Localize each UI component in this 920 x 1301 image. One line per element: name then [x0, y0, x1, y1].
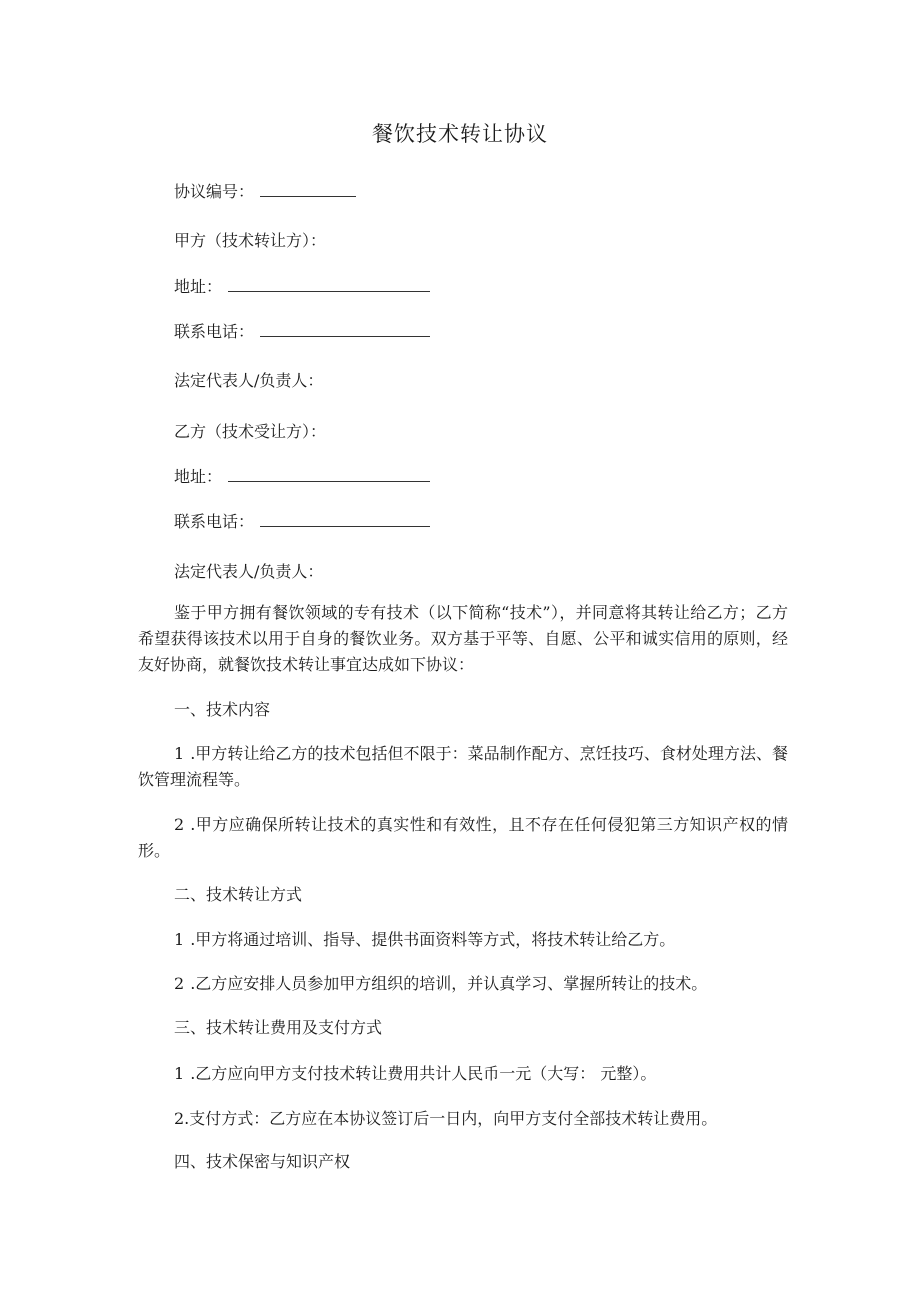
section-1-item-1 [138, 741, 788, 793]
party-a-phone-label: 联系电话： [174, 322, 255, 341]
item-number: 1 [174, 930, 191, 949]
item-text: .甲方转让给乙方的技术包括但不限于：菜品制作配方、烹饪技巧、食材处理方法、餐饮管理流程等。 [138, 744, 788, 789]
section-3-item-2 [138, 1106, 788, 1132]
party-a-heading: 甲方（技术转让方）： [174, 231, 327, 250]
party-a-address-line [174, 275, 430, 298]
section-3-item-1 [138, 1061, 788, 1087]
section-4-heading: 四、技术保密与知识产权 [174, 1152, 351, 1171]
document-title: 餐饮技术转让协议 [372, 122, 548, 146]
section-1-heading: 一、技术内容 [174, 700, 271, 719]
agreement-number-label: 协议编号： [174, 182, 255, 201]
item-number: 2. [174, 1109, 190, 1128]
preamble-paragraph: 鉴于甲方拥有餐饮领域的专有技术（以下简称“技术”），并同意将其转让给乙方；乙方希望获得该技术以用于自身的餐饮业务。双方基于平等、自愿、公平和诚实信用的原则，经友好协商，就餐饮技术转让事宜达成如下协议： [138, 603, 788, 674]
section-2-item-2 [138, 971, 788, 997]
agreement-number-line [174, 180, 356, 203]
section-3-heading: 三、技术转让费用及支付方式 [174, 1018, 383, 1037]
item-text: .乙方应安排人员参加甲方组织的培训，并认真学习、掌握所转让的技术。 [190, 974, 708, 993]
agreement-number-blank[interactable] [260, 180, 356, 197]
party-b-rep-label: 法定代表人/负责人： [174, 562, 324, 581]
party-b-heading: 乙方（技术受让方）： [174, 422, 327, 441]
item-number: 1 [174, 1064, 191, 1083]
party-b-address-line [174, 465, 430, 488]
party-a-address-label: 地址： [174, 277, 223, 296]
section-1-item-2 [138, 812, 788, 864]
party-b-phone-label: 联系电话： [174, 512, 255, 531]
item-text: 支付方式：乙方应在本协议签订后一日内，向甲方支付全部技术转让费用。 [189, 1109, 718, 1128]
item-number: 2 [174, 974, 191, 993]
item-text: .乙方应向甲方支付技术转让费用共计人民币一元（大写： 元整）。 [190, 1064, 657, 1083]
section-2-item-1 [138, 927, 788, 953]
section-2-heading: 二、技术转让方式 [174, 885, 303, 904]
party-a-address-blank[interactable] [228, 275, 430, 292]
item-text: .甲方应确保所转让技术的真实性和有效性，且不存在任何侵犯第三方知识产权的情形。 [138, 815, 788, 860]
party-b-phone-blank[interactable] [260, 510, 430, 527]
party-a-phone-line [174, 320, 430, 343]
party-a-rep-label: 法定代表人/负责人： [174, 371, 324, 390]
item-number: 1 [174, 744, 191, 763]
party-b-phone-line [174, 510, 430, 533]
party-b-address-label: 地址： [174, 467, 223, 486]
item-number: 2 [174, 815, 191, 834]
item-text: .甲方将通过培训、指导、提供书面资料等方式，将技术转让给乙方。 [190, 930, 676, 949]
party-b-address-blank[interactable] [228, 465, 430, 482]
party-a-phone-blank[interactable] [260, 320, 430, 337]
